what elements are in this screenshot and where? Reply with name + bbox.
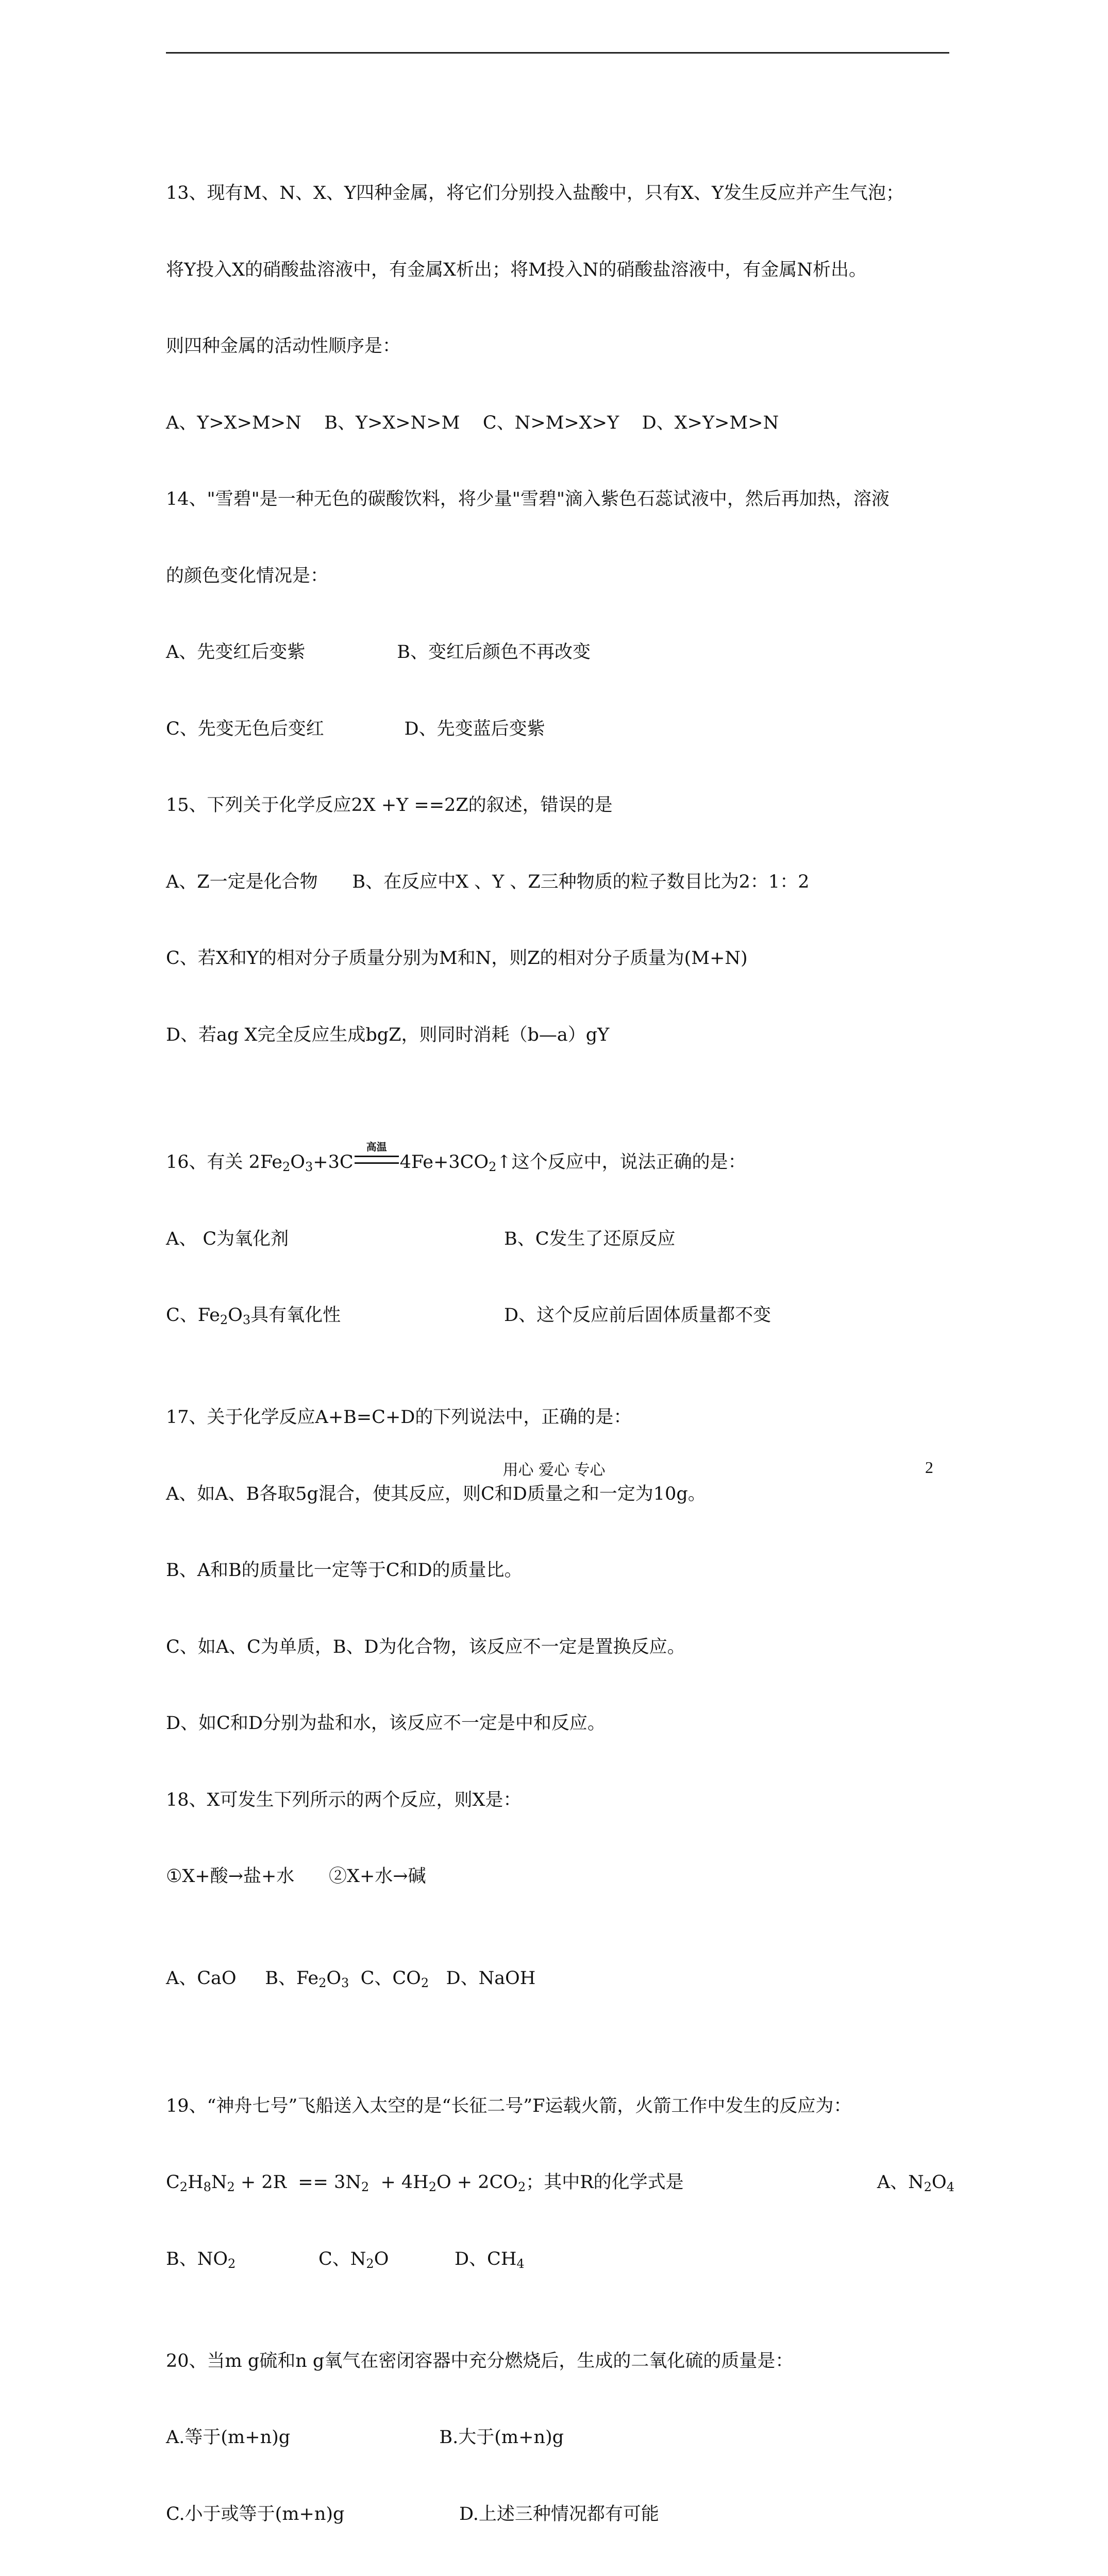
text-line: 18、X可发生下列所示的两个反应，则X是： [166, 1789, 522, 1810]
q16-options-ab: A、 C为氧化剂 B、C发生了还原反应 [166, 1228, 676, 1249]
text-line: 则四种金属的活动性顺序是： [166, 336, 401, 357]
text-line: A.等于(m+n)g B.大于(m+n)g [166, 2427, 564, 2448]
text-line: 13、现有M、N、X、Y四种金属，将它们分别投入盐酸中，只有X、Y发生反应并产生气泡； [166, 183, 904, 204]
q19-options-bcd: B、$NO_2$ C、$N_2O$ D、$CH_4$ [166, 2248, 525, 2271]
text-line: C、先变无色后变红 D、先变蓝后变紫 [166, 718, 545, 739]
text-line: A、Y>X>M>N B、Y>X>N>M C、N>M>X>Y D、X>Y>M>N [166, 412, 779, 433]
text-line: C、如A、C为单质，B、D为化合物，该反应不一定是置换反应。 [166, 1636, 685, 1657]
text-line: A、Z一定是化合物 B、在反应中X 、Y 、Z三种物质的粒子数目比为2：1：2 [166, 871, 810, 892]
page-number: 2 [925, 1458, 933, 1477]
question-body [166, 130, 954, 2576]
text-line: C、若X和Y的相对分子质量分别为M和N，则Z的相对分子质量为(M+N) [166, 948, 748, 969]
text-line: ①X+酸→盐+水 ②X+水→碱 [166, 1866, 426, 1887]
text-line: B、A和B的质量比一定等于C和D的质量比。 [166, 1560, 523, 1581]
header-rule [166, 52, 949, 54]
text-line: A、先变红后变紫 B、变红后颜色不再改变 [166, 642, 591, 663]
q19-stem: 19、“神舟七号”飞船送入太空的是“长征二号”F运载火箭，火箭工作中发生的反应为： [166, 2095, 852, 2116]
text-line: 将Y投入X的硝酸盐溶液中，有金属X析出；将M投入N的硝酸盐溶液中，有金属N析出。 [166, 259, 867, 280]
q19-equation: $C_2H_8N_2 + 2R == 3N_2 + 4H_2O + 2CO_2$；其中R的化学式是 A、$N_2O_4$ [166, 2170, 954, 2196]
page-footer: 用心 爱心 专心 [502, 1461, 606, 1479]
text-line: A、如A、B各取5g混合，使其反应，则C和D质量之和一定为10g。 [166, 1483, 706, 1504]
text-line: 15、下列关于化学反应2X +Y ==2Z的叙述，错误的是 [166, 795, 613, 816]
text-line: 14、"雪碧"是一种无色的碳酸饮料，将少量"雪碧"滴入紫色石蕊试液中，然后再加热，溶液 [166, 489, 889, 510]
reaction-condition-sign: 高温 [354, 1150, 400, 1176]
text-line: 20、当m g硫和n g氧气在密闭容器中充分燃烧后，生成的二氧化硫的质量是： [166, 2350, 794, 2371]
text-line: C.小于或等于(m+n)g D.上述三种情况都有可能 [166, 2503, 659, 2524]
q16-options-cd: C、$Fe_2O_3$具有氧化性 D、这个反应前后固体质量都不变 [166, 1305, 771, 1327]
q19-option-a: A、$N_2O_4$ [877, 2172, 954, 2194]
text-line: 的颜色变化情况是： [166, 565, 329, 586]
text-line: D、如C和D分别为盐和水，该反应不一定是中和反应。 [166, 1713, 606, 1734]
text-line: 17、关于化学反应A+B=C+D的下列说法中，正确的是： [166, 1407, 632, 1428]
text-line: D、若ag X完全反应生成bgZ，则同时消耗（b—a）gY [166, 1024, 610, 1045]
q18-options: A、CaO B、$Fe_2O_3$ C、$CO_2$ D、NaOH [166, 1968, 536, 1990]
q16-stem: 16、有关 $2Fe_2O_3+3C$ 高温 $4Fe+3CO_2↑$这个反应中，说法正确的是： [166, 1150, 954, 1176]
